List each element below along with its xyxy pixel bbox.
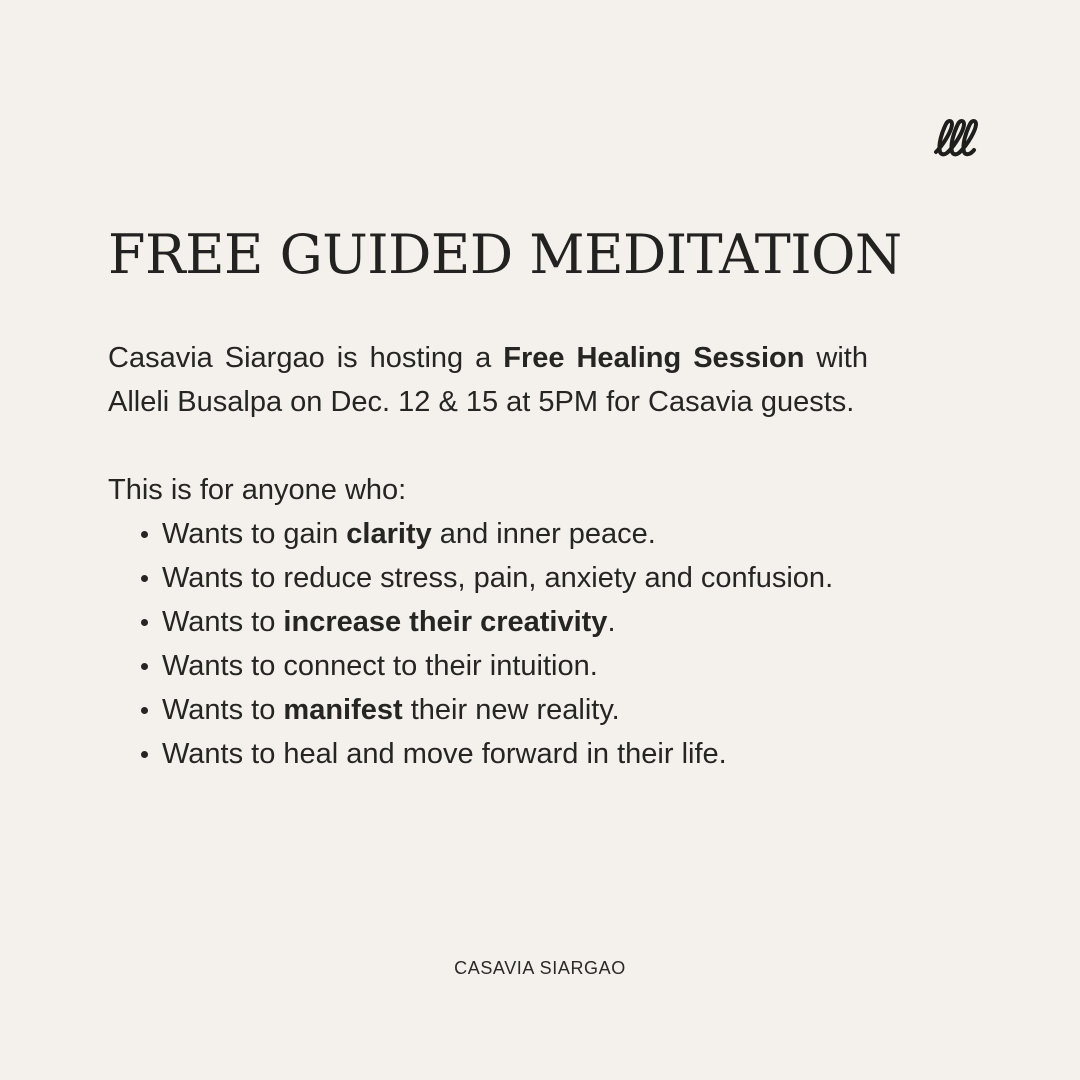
- bullet-dot-icon: [141, 619, 148, 626]
- list-item-post: and inner peace.: [431, 518, 656, 550]
- list-item-post: .: [607, 606, 616, 638]
- list-item-pre: Wants to reduce stress, pain, anxiety and confusion.: [162, 562, 834, 594]
- list-item: [108, 600, 868, 644]
- list-item-bold: manifest: [283, 694, 403, 726]
- intro-text-part1: Casavia Siargao is hosting a: [108, 342, 504, 374]
- list-item-post: their new reality.: [402, 694, 620, 726]
- main-content: [108, 336, 868, 776]
- page-title: FREE GUIDED MEDITATION: [108, 223, 902, 286]
- intro-text-part2: with Alleli Busalpa on Dec. 12 & 15 at 5PM for Casavia guests.: [108, 342, 868, 418]
- list-item: [108, 644, 868, 688]
- footer-brand: CASAVIA SIARGAO: [454, 958, 626, 978]
- bullet-dot-icon: [141, 751, 148, 758]
- cursive-lll-logo-icon: [930, 110, 986, 166]
- bullet-dot-icon: [141, 531, 148, 538]
- bullet-dot-icon: [141, 663, 148, 670]
- list-item: [108, 512, 868, 556]
- list-item: [108, 732, 868, 776]
- list-item-bold: increase their creativity: [283, 606, 608, 638]
- bullet-dot-icon: [141, 707, 148, 714]
- list-item-pre: Wants to: [162, 606, 284, 638]
- audience-lead: This is for anyone who:: [108, 474, 407, 506]
- list-item: [108, 556, 868, 600]
- list-item-pre: Wants to: [162, 694, 284, 726]
- intro-bold-session: Free Healing Session: [503, 342, 805, 374]
- list-item: [108, 688, 868, 732]
- list-item-pre: Wants to heal and move forward in their life.: [162, 738, 727, 770]
- list-item-pre: Wants to gain: [162, 518, 347, 550]
- intro-paragraph: [108, 336, 868, 424]
- list-item-bold: clarity: [346, 518, 432, 550]
- list-item-pre: Wants to connect to their intuition.: [162, 650, 598, 682]
- bullet-dot-icon: [141, 575, 148, 582]
- audience-list: [108, 512, 868, 776]
